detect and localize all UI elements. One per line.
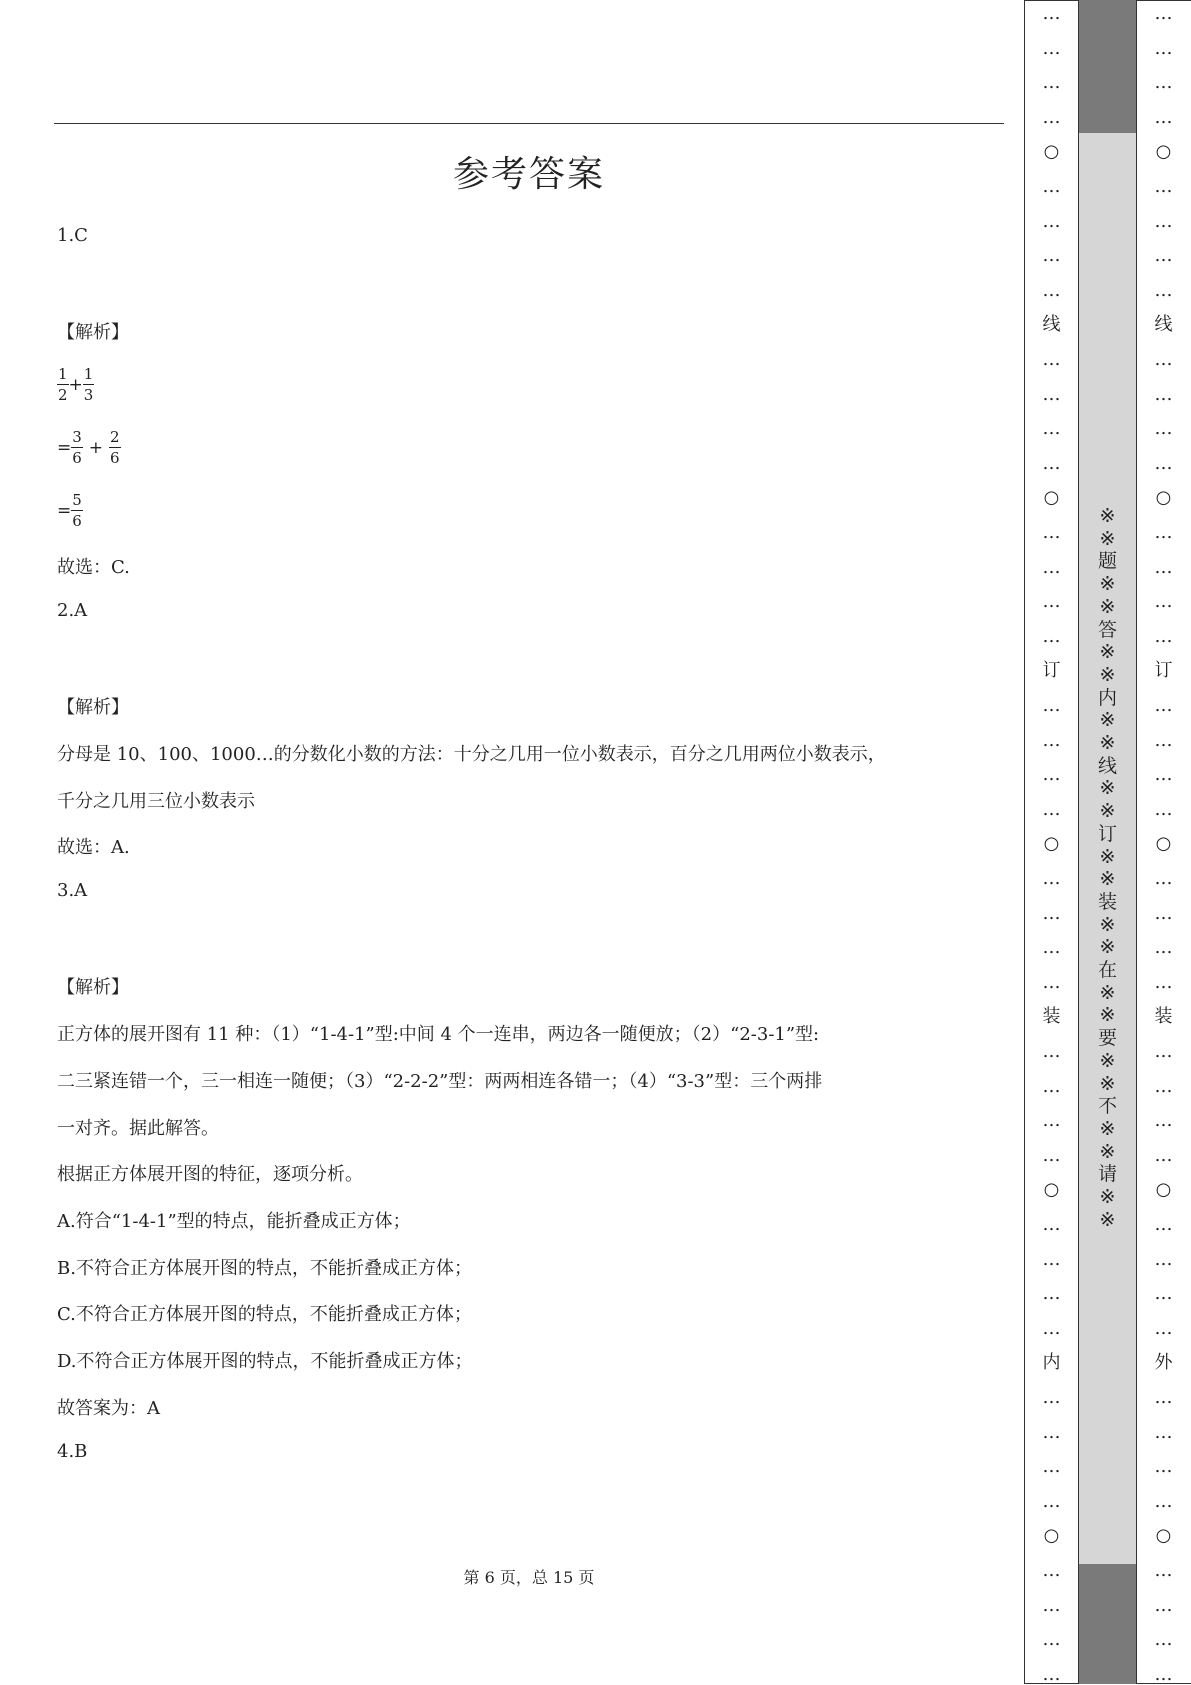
- warning-char: ※: [1099, 732, 1116, 755]
- dot-leader: …: [1154, 1075, 1173, 1097]
- warning-char: 装: [1097, 890, 1117, 913]
- binding-warning: [1079, 505, 1136, 1232]
- dot-leader: …: [1042, 625, 1061, 647]
- circle-mark: ○: [1155, 1179, 1172, 1201]
- warning-char: ※: [1099, 641, 1116, 664]
- q1-analysis-heading: 【解析】: [57, 322, 129, 343]
- warning-char: ※: [1099, 1140, 1116, 1163]
- dot-leader: …: [1042, 591, 1061, 613]
- dot-leader: …: [1042, 729, 1061, 751]
- dot-leader: …: [1042, 1387, 1061, 1408]
- q3-text-line1: 正方体的展开图有 11 种：（1）“1-4-1”型:中间 4 个一连串，两边各一随便放；（2）“2-3-1”型:: [57, 1024, 820, 1045]
- inner-binding-label: 装: [1042, 1006, 1061, 1028]
- warning-char: ※: [1099, 505, 1116, 527]
- dot-leader: …: [1154, 1110, 1173, 1132]
- warning-char: ※: [1099, 1049, 1116, 1072]
- dot-leader: …: [1154, 1214, 1173, 1235]
- dot-leader: …: [1154, 971, 1173, 993]
- dot-leader: …: [1042, 695, 1061, 716]
- dot-leader: …: [1042, 1248, 1061, 1270]
- dot-leader: …: [1154, 245, 1173, 267]
- outer-binding-label: 外: [1154, 1352, 1173, 1374]
- dot-leader: …: [1042, 1283, 1061, 1305]
- outer-binding-label: 订: [1154, 660, 1173, 682]
- dot-leader: …: [1154, 1421, 1173, 1443]
- q1-conclusion: 故选：C.: [57, 557, 130, 578]
- dot-leader: …: [1042, 1075, 1061, 1097]
- warning-char: ※: [1099, 527, 1116, 550]
- dot-leader: …: [1042, 1317, 1061, 1339]
- dot-leader: …: [1154, 591, 1173, 613]
- dot-leader: …: [1042, 452, 1061, 474]
- warning-char: ※: [1099, 913, 1116, 936]
- warning-char: 内: [1097, 686, 1117, 709]
- warning-char: 要: [1097, 1027, 1117, 1050]
- dot-leader: …: [1154, 1248, 1173, 1270]
- dot-leader: …: [1042, 556, 1061, 578]
- circle-mark: ○: [1155, 833, 1172, 855]
- dot-leader: …: [1154, 1490, 1173, 1512]
- warning-char: 在: [1097, 959, 1117, 982]
- q1-answer: 1.C: [57, 225, 88, 246]
- dot-leader: …: [1042, 1421, 1061, 1443]
- inner-binding-label: 订: [1042, 660, 1061, 682]
- dot-leader: …: [1154, 1283, 1173, 1305]
- q3-text-line3: 一对齐。据此解答。: [57, 1118, 219, 1139]
- q2-text-line1: 分母是 10、100、1000…的分数化小数的方法：十分之几用一位小数表示，百分之几用两位小数表示，: [57, 744, 886, 765]
- dot-leader: …: [1042, 383, 1061, 405]
- dot-leader: …: [1042, 106, 1061, 128]
- dot-leader: …: [1042, 1594, 1061, 1616]
- q1-step3: = $\frac{5}{6}$: [57, 491, 82, 530]
- circle-mark: ○: [1043, 1525, 1060, 1547]
- fraction: $\frac{1}{2}$: [58, 365, 68, 404]
- dot-leader: …: [1154, 1629, 1173, 1651]
- dot-leader: …: [1154, 1594, 1173, 1616]
- dot-leader: …: [1042, 245, 1061, 267]
- fraction: $\frac{1}{3}$: [83, 365, 94, 404]
- dot-leader: …: [1042, 210, 1061, 232]
- q4-answer: 4.B: [57, 1441, 88, 1462]
- q3-text-line4: 根据正方体展开图的特征，逐项分析。: [57, 1164, 363, 1185]
- dot-leader: …: [1154, 522, 1173, 543]
- dot-leader: …: [1042, 1629, 1061, 1651]
- q3-analysis-heading: 【解析】: [57, 977, 129, 998]
- dot-leader: …: [1042, 3, 1061, 24]
- dot-leader: …: [1042, 1560, 1061, 1581]
- dot-leader: …: [1042, 1041, 1061, 1062]
- inner-binding-label: 线: [1042, 314, 1061, 336]
- dot-leader: …: [1042, 798, 1061, 820]
- dot-leader: …: [1042, 1490, 1061, 1512]
- dot-leader: …: [1154, 37, 1173, 59]
- dot-leader: …: [1154, 556, 1173, 578]
- dot-leader: …: [1154, 383, 1173, 405]
- dot-leader: …: [1154, 1387, 1173, 1408]
- dot-leader: …: [1154, 176, 1173, 197]
- dot-leader: …: [1154, 210, 1173, 232]
- warning-char: ※: [1099, 663, 1116, 686]
- circle-mark: ○: [1155, 487, 1172, 509]
- dot-leader: …: [1154, 3, 1173, 24]
- dot-leader: …: [1154, 902, 1173, 924]
- dot-leader: …: [1042, 418, 1061, 440]
- dot-leader: …: [1154, 1144, 1173, 1166]
- warning-char: 订: [1097, 822, 1117, 845]
- warning-char: ※: [1099, 709, 1116, 732]
- q2-analysis-heading: 【解析】: [57, 697, 129, 718]
- dot-leader: …: [1154, 729, 1173, 751]
- dot-leader: …: [1042, 522, 1061, 543]
- warning-char: 线: [1097, 754, 1117, 777]
- outer-binding-label: 线: [1154, 314, 1173, 336]
- dot-leader: …: [1042, 279, 1061, 301]
- warning-char: 答: [1097, 618, 1117, 641]
- warning-char: 题: [1097, 550, 1117, 573]
- binding-band-bottom-block: [1079, 1564, 1136, 1684]
- dot-leader: …: [1042, 868, 1061, 889]
- dot-leader: …: [1042, 176, 1061, 197]
- inner-binding-label: 内: [1042, 1352, 1061, 1374]
- warning-char: ※: [1099, 1186, 1116, 1209]
- dot-leader: …: [1154, 452, 1173, 474]
- dot-leader: …: [1154, 798, 1173, 820]
- q1-step1: $\frac{1}{2}$ + $\frac{1}{3}$: [58, 365, 94, 404]
- dot-leader: …: [1154, 695, 1173, 716]
- warning-char: ※: [1099, 936, 1116, 959]
- dot-leader: …: [1042, 902, 1061, 924]
- q3-conclusion: 故答案为：A: [57, 1398, 160, 1419]
- warning-char: ※: [1099, 1117, 1116, 1140]
- warning-char: 请: [1097, 1163, 1117, 1186]
- warning-char: ※: [1099, 1208, 1116, 1231]
- dot-leader: …: [1154, 1317, 1173, 1339]
- circle-mark: ○: [1155, 141, 1172, 163]
- dot-leader: …: [1042, 1456, 1061, 1478]
- circle-mark: ○: [1043, 487, 1060, 509]
- dot-leader: …: [1154, 1663, 1173, 1685]
- q2-text-line2: 千分之几用三位小数表示: [57, 791, 255, 812]
- binding-band-top-block: [1079, 0, 1136, 133]
- dot-leader: …: [1154, 764, 1173, 786]
- page-title: 参考答案: [452, 154, 605, 195]
- warning-char: ※: [1099, 573, 1116, 596]
- outer-binding-label: 装: [1154, 1006, 1173, 1028]
- q3-text-line2: 二三紧连错一个，三一相连一随便；（3）“2-2-2”型：两两相连各错一；（4）“3-3”型：三个两排: [57, 1071, 823, 1092]
- q3-option-a: A.符合“1-4-1”型的特点，能折叠成正方体；: [57, 1211, 411, 1232]
- circle-mark: ○: [1043, 1179, 1060, 1201]
- dot-leader: …: [1154, 1560, 1173, 1581]
- circle-mark: ○: [1043, 833, 1060, 855]
- warning-char: ※: [1099, 595, 1116, 618]
- dot-leader: …: [1154, 349, 1173, 370]
- warning-char: ※: [1099, 1004, 1116, 1027]
- dot-leader: …: [1154, 1456, 1173, 1478]
- dot-leader: …: [1042, 937, 1061, 959]
- dot-leader: …: [1154, 72, 1173, 94]
- q3-option-d: D.不符合正方体展开图的特点，不能折叠成正方体；: [57, 1351, 473, 1372]
- q3-option-b: B.不符合正方体展开图的特点，不能折叠成正方体；: [57, 1258, 472, 1279]
- dot-leader: …: [1154, 868, 1173, 889]
- dot-leader: …: [1042, 349, 1061, 370]
- q1-step2: = $\frac{3}{6}$ + $\frac{2}{6}$: [57, 428, 120, 467]
- header-rule: [54, 123, 1004, 124]
- dot-leader: …: [1154, 106, 1173, 128]
- dot-leader: …: [1042, 1663, 1061, 1685]
- fraction: $\frac{2}{6}$: [110, 428, 120, 467]
- dot-leader: …: [1042, 971, 1061, 993]
- dot-leader: …: [1042, 37, 1061, 59]
- circle-mark: ○: [1155, 1525, 1172, 1547]
- page-footer: 第 6 页，总 15 页: [463, 1568, 595, 1587]
- fraction: $\frac{5}{6}$: [72, 491, 82, 530]
- warning-char: ※: [1099, 777, 1116, 800]
- warning-char: ※: [1099, 800, 1116, 823]
- q3-option-c: C.不符合正方体展开图的特点，不能折叠成正方体；: [57, 1304, 472, 1325]
- warning-char: ※: [1099, 1072, 1116, 1095]
- warning-char: ※: [1099, 868, 1116, 891]
- dot-leader: …: [1042, 1110, 1061, 1132]
- dot-leader: …: [1154, 625, 1173, 647]
- circle-mark: ○: [1043, 141, 1060, 163]
- warning-char: ※: [1099, 845, 1116, 868]
- dot-leader: …: [1042, 764, 1061, 786]
- warning-char: ※: [1099, 981, 1116, 1004]
- q2-conclusion: 故选：A.: [57, 837, 130, 858]
- q2-answer: 2.A: [57, 600, 88, 621]
- dot-leader: …: [1154, 1041, 1173, 1062]
- warning-char: 不: [1097, 1095, 1117, 1118]
- dot-leader: …: [1042, 72, 1061, 94]
- fraction: $\frac{3}{6}$: [72, 428, 82, 467]
- q3-answer: 3.A: [57, 880, 88, 901]
- dot-leader: …: [1154, 279, 1173, 301]
- dot-leader: …: [1042, 1214, 1061, 1235]
- dot-leader: …: [1042, 1144, 1061, 1166]
- dot-leader: …: [1154, 418, 1173, 440]
- dot-leader: …: [1154, 937, 1173, 959]
